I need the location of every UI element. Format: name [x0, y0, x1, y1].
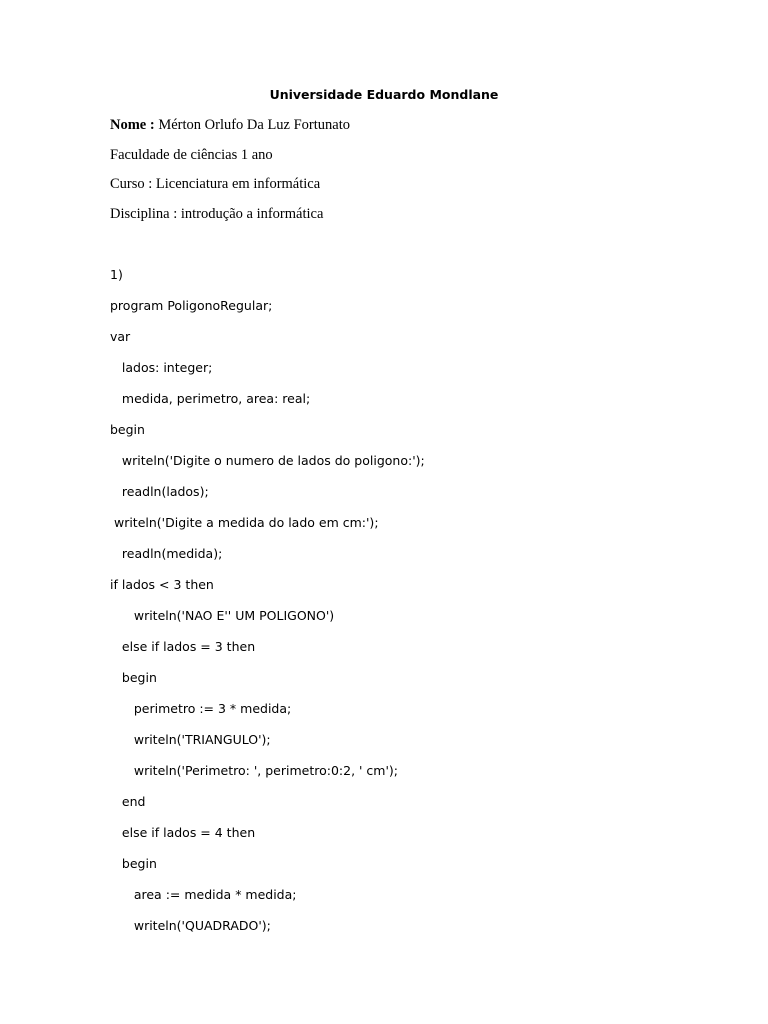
code-line: writeln('Perimetro: ', perimetro:0:2, ' cm'); [110, 763, 398, 778]
course-line: Curso : Licenciatura em informática [110, 176, 321, 192]
code-line: program PoligonoRegular; [110, 298, 273, 313]
code-line: medida, perimetro, area: real; [110, 391, 311, 406]
code-line: begin [110, 422, 145, 437]
document-title: Universidade Eduardo Mondlane [269, 87, 499, 102]
code-line: begin [110, 856, 157, 871]
code-line: area := medida * medida; [110, 887, 297, 902]
code-line: perimetro := 3 * medida; [110, 701, 292, 716]
faculty-line: Faculdade de ciências 1 ano [110, 147, 273, 163]
student-name-line [110, 116, 350, 134]
code-line: else if lados = 4 then [110, 825, 256, 840]
code-line: lados: integer; [110, 360, 213, 375]
code-line: readln(medida); [110, 546, 223, 561]
name-label: Nome : [110, 117, 155, 133]
code-line: begin [110, 670, 157, 685]
code-line: writeln('Digite o numero de lados do poligono:'); [110, 453, 425, 468]
name-value: Mérton Orlufo Da Luz Fortunato [154, 117, 351, 133]
code-line: if lados < 3 then [110, 577, 214, 592]
code-line: writeln('NAO E'' UM POLIGONO') [110, 608, 335, 623]
code-line: writeln('QUADRADO'); [110, 918, 271, 933]
discipline-line: Disciplina : introdução a informática [110, 206, 324, 222]
code-line: writeln('TRIANGULO'); [110, 732, 271, 747]
code-line: readln(lados); [110, 484, 209, 499]
code-line: end [110, 794, 146, 809]
code-line: var [110, 329, 131, 344]
code-line: writeln('Digite a medida do lado em cm:'); [110, 515, 379, 530]
code-line: 1) [110, 267, 123, 282]
code-line: else if lados = 3 then [110, 639, 256, 654]
